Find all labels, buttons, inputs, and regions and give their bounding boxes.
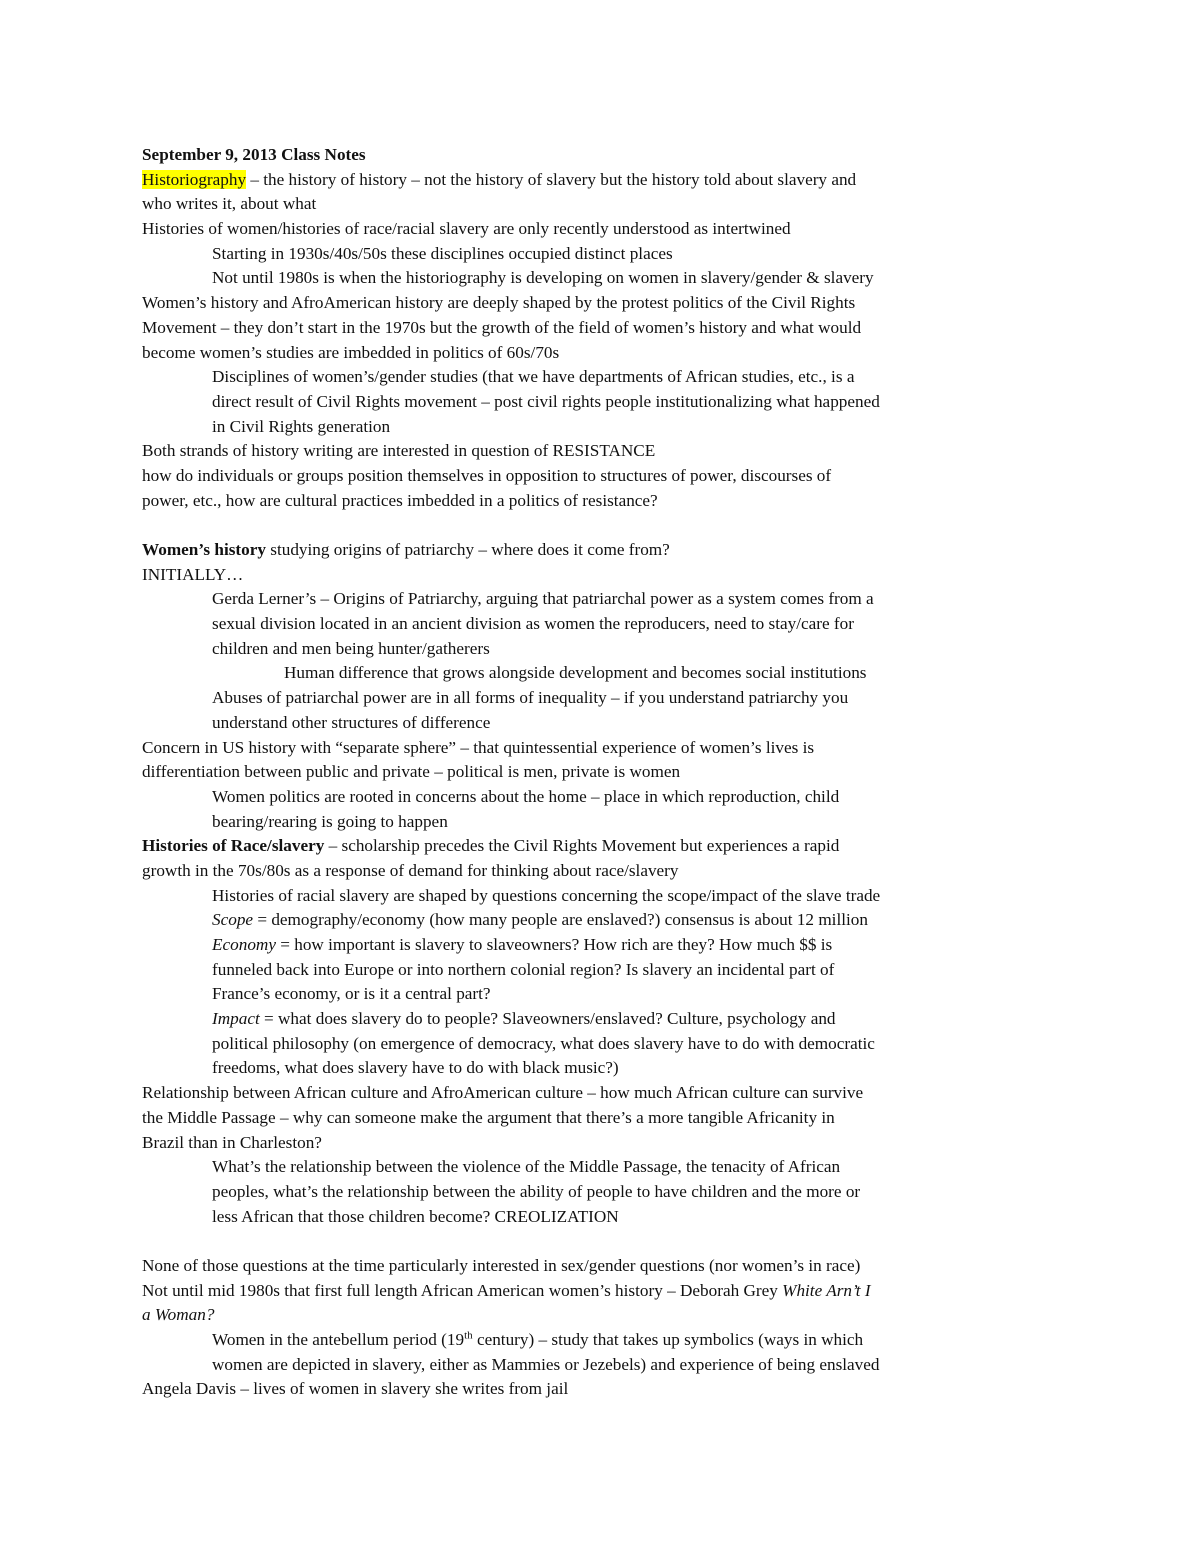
line-text: differentiation between public and private – political is men, private is women [142,762,681,782]
line-text: Concern in US history with “separate sphere” – that quintessential experience of women’s lives is [142,737,815,757]
note-line [142,884,1062,909]
page-title [142,143,1062,168]
italic-text: Scope [212,910,254,930]
line-text: Histories of racial slavery are shaped by questions concerning the scope/impact of the slave trade [212,885,881,905]
note-line [142,1106,1062,1131]
note-line [142,711,1062,736]
line-text: power, etc., how are cultural practices imbedded in a politics of resistance? [142,490,658,510]
note-line [142,1081,1062,1106]
note-line [142,637,1062,662]
note-line [142,982,1062,1007]
italic-text: Economy [212,935,276,954]
note-line [142,1032,1062,1057]
note-line [142,1254,1062,1279]
highlighted-term: Historiography [142,169,247,189]
line-text: = how important is slavery to slaveowners? How rich are they? How much $$ is [275,935,833,954]
line-text: Starting in 1930s/40s/50s these disciplines occupied distinct places [212,243,673,263]
note-line [142,1353,1062,1378]
line-text: women are depicted in slavery, either as Mammies or Jezebels) and experience of being enslaved [212,1354,880,1374]
line-text: Human difference that grows alongside development and becomes social institutions [284,663,867,683]
note-line [142,760,1062,785]
notes-body [142,143,1062,1402]
line-text: how do individuals or groups position themselves in opposition to structures of power, discourses of [142,465,832,485]
note-line [142,291,1062,316]
line-text: Women politics are rooted in concerns about the home – place in which reproduction, child [212,786,840,806]
line-text: What’s the relationship between the violence of the Middle Passage, the tenacity of African [212,1157,841,1177]
note-line [142,1328,1062,1353]
title-text: September 9, 2013 Class Notes [142,145,366,164]
note-line [142,563,1062,588]
line-text: Relationship between African culture and AfroAmerican culture – how much African culture can survive [142,1083,864,1103]
note-line [142,365,1062,390]
note-line [142,908,1062,933]
blank-line [142,1229,1062,1254]
line-text: INITIALLY… [142,564,244,584]
note-line [142,1377,1062,1402]
line-text: Both strands of history writing are interested in question of RESISTANCE [142,441,656,461]
line-text: Gerda Lerner’s – Origins of Patriarchy, arguing that patriarchal power as a system comes from a [212,589,874,609]
line-text: Histories of women/histories of race/racial slavery are only recently understood as intertwined [142,219,791,239]
line-text: – the history of history – not the history of slavery but the history told about slavery and [246,169,857,189]
note-line [142,1180,1062,1205]
line-text: political philosophy (on emergence of democracy, what does slavery have to do with democratic [212,1033,875,1053]
note-line [142,785,1062,810]
line-text: = demography/economy (how many people are enslaved?) consensus is about 12 million [253,910,868,930]
note-line [142,1056,1062,1081]
line-text: – scholarship precedes the Civil Rights Movement but experiences a rapid [324,836,840,856]
note-line [142,464,1062,489]
line-text: the Middle Passage – why can someone make the argument that there’s a more tangible Africanity in [142,1107,835,1127]
line-text: bearing/rearing is going to happen [212,811,448,831]
note-line [142,415,1062,440]
line-text: Not until mid 1980s that first full length African American women’s history – Deborah Grey [142,1280,783,1300]
line-text: understand other structures of difference [212,712,491,732]
note-line [142,587,1062,612]
note-line [142,316,1062,341]
line-text: = what does slavery do to people? Slaveowners/enslaved? Culture, psychology and [259,1009,836,1029]
line-text: Angela Davis – lives of women in slavery she writes from jail [142,1379,569,1399]
note-line [142,834,1062,859]
line-text: Women’s history and AfroAmerican history are deeply shaped by the protest politics of the Civil Rights [142,293,856,313]
notes-lines [142,168,1062,1402]
line-text: Movement – they don’t start in the 1970s but the growth of the field of women’s history and what would [142,317,862,337]
italic-text: a Woman? [142,1305,215,1325]
note-line [142,736,1062,761]
line-text: Not until 1980s is when the historiography is developing on women in slavery/gender & slavery [212,268,874,288]
line-text: direct result of Civil Rights movement – post civil rights people institutionalizing what happened [212,391,880,411]
line-text: become women’s studies are imbedded in politics of 60s/70s [142,342,560,362]
line-text: Disciplines of women’s/gender studies (that we have departments of African studies, etc., is a [212,367,855,387]
note-line [142,1205,1062,1230]
line-text: in Civil Rights generation [212,416,391,436]
line-text: growth in the 70s/80s as a response of demand for thinking about race/slavery [142,860,679,880]
note-line [142,810,1062,835]
line-text: Brazil than in Charleston? [142,1132,322,1152]
note-line [142,266,1062,291]
line-text: children and men being hunter/gatherers [212,638,490,658]
line-text: funneled back into Europe or into northern colonial region? Is slavery an incidental part of [212,959,835,979]
note-line [142,1007,1062,1032]
note-line [142,661,1062,686]
bold-heading: Histories of Race/slavery [142,836,325,856]
note-line [142,933,1062,958]
note-line [142,390,1062,415]
line-text: century) – study that takes up symbolics (ways in which [472,1330,864,1349]
italic-text: Impact [212,1009,260,1029]
note-line [142,341,1062,366]
line-text: peoples, what’s the relationship between the ability of people to have children and the more or [212,1181,861,1201]
note-line [142,538,1062,563]
line-text: Abuses of patriarchal power are in all forms of inequality – if you understand patriarchy you [212,688,849,708]
note-line [142,958,1062,983]
note-line [142,612,1062,637]
line-text: studying origins of patriarchy – where does it come from? [265,540,670,559]
note-line [142,686,1062,711]
note-line [142,1303,1062,1328]
line-text: None of those questions at the time particularly interested in sex/gender questions (nor women’s in race) [142,1255,861,1275]
note-line [142,192,1062,217]
line-text: less African that those children become? CREOLIZATION [212,1206,619,1226]
blank-line [142,513,1062,538]
line-text: France’s economy, or is it a central part? [212,984,491,1004]
line-text: Women in the antebellum period (19 [212,1330,465,1349]
note-line [142,168,1062,193]
note-line [142,489,1062,514]
note-line [142,1279,1062,1304]
line-text: sexual division located in an ancient division as women the reproducers, need to stay/care for [212,614,854,634]
note-line [142,1131,1062,1156]
line-text: who writes it, about what [142,194,317,214]
italic-text: White Arn’t I [782,1280,871,1300]
note-line [142,242,1062,267]
note-line [142,1155,1062,1180]
note-line [142,217,1062,242]
note-line [142,859,1062,884]
note-line [142,439,1062,464]
line-text: freedoms, what does slavery have to do with black music?) [212,1058,619,1078]
line-text: th [464,1329,473,1342]
bold-heading: Women’s history [142,540,266,559]
